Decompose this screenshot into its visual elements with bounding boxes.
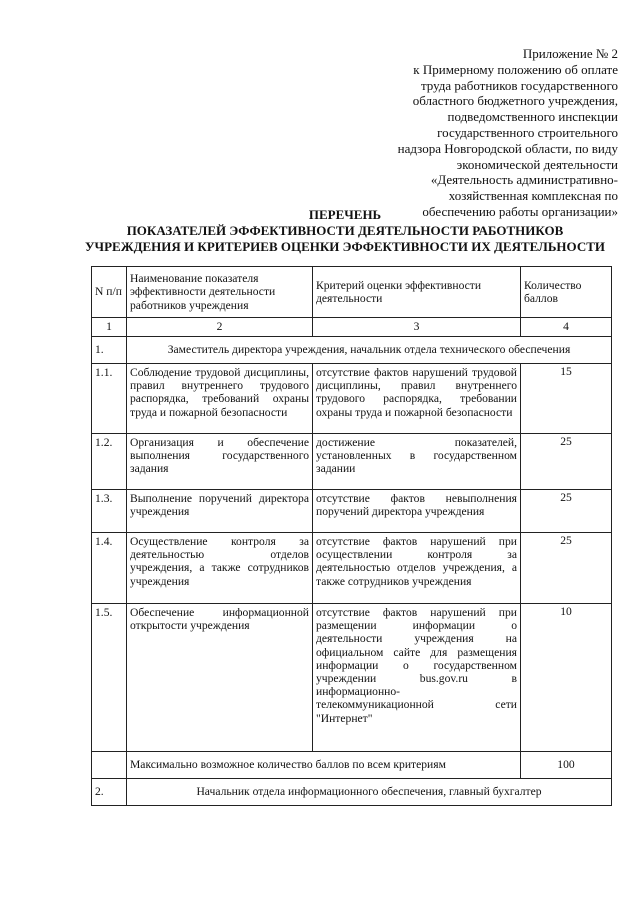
appendix-line: Приложение № 2 xyxy=(522,46,618,61)
header-num: N п/п xyxy=(92,267,127,318)
row-num: 1.2. xyxy=(92,434,127,490)
appendix-line: подведомственного инспекции xyxy=(447,109,618,125)
row-indicator: Выполнение поручений директора учреждения xyxy=(127,490,313,533)
heading-line: УЧРЕЖДЕНИЯ И КРИТЕРИЕВ ОЦЕНКИ ЭФФЕКТИВНОСТИ ИХ ДЕЯТЕЛЬНОСТИ xyxy=(85,239,605,254)
row-num: 1.1. xyxy=(92,364,127,434)
section-title: Начальник отдела информационного обеспечения, главный бухгалтер xyxy=(127,779,612,806)
appendix-line: «Деятельность административно- xyxy=(430,172,618,188)
table-row xyxy=(92,364,612,434)
table-header-row xyxy=(92,267,612,318)
appendix-line: хозяйственная комплексная по xyxy=(448,188,618,204)
appendix-line: экономической деятельности xyxy=(456,156,618,172)
document-heading xyxy=(70,207,620,255)
row-indicator: Организация и обеспечение выполнения государственного задания xyxy=(127,434,313,490)
section-num: 2. xyxy=(92,779,127,806)
section-title: Заместитель директора учреждения, начальник отдела технического обеспечения xyxy=(127,337,612,364)
appendix-note xyxy=(298,46,618,220)
appendix-line: надзора Новгородской области, по виду xyxy=(397,140,618,156)
heading-line: ПЕРЕЧЕНЬ xyxy=(308,207,382,222)
section-row xyxy=(92,779,612,806)
table-row xyxy=(92,604,612,752)
row-criterion: отсутствие фактов нарушений при осуществлении контроля за деятельностью отделов учреждения, а также сотрудников учреждения xyxy=(313,533,521,604)
row-points: 15 xyxy=(521,364,612,434)
index-cell: 4 xyxy=(521,318,612,337)
row-num: 1.3. xyxy=(92,490,127,533)
section-num: 1. xyxy=(92,337,127,364)
row-points: 10 xyxy=(521,604,612,752)
max-points-row xyxy=(92,752,612,779)
row-indicator: Соблюдение трудовой дисциплины, правил внутреннего трудового распорядка, требований охраны труда и пожарной безопасности xyxy=(127,364,313,434)
appendix-line: государственного строительного xyxy=(437,124,618,140)
row-criterion: отсутствие фактов нарушений при размещении информации о деятельности учреждения на официальном сайте для размещения информации о государственном учреждении bus.gov.ru в информационно-телекоммуникационной сети "Интернет" xyxy=(313,604,521,752)
appendix-line: областного бюджетного учреждения, xyxy=(412,93,618,109)
appendix-line: труда работников государственного xyxy=(420,77,618,93)
row-criterion: отсутствие фактов невыполнения поручений директора учреждения xyxy=(313,490,521,533)
max-empty-cell xyxy=(92,752,127,779)
index-cell: 3 xyxy=(313,318,521,337)
row-points: 25 xyxy=(521,490,612,533)
header-criterion: Критерий оценки эффективности деятельности xyxy=(313,267,521,318)
index-cell: 2 xyxy=(127,318,313,337)
max-points-value: 100 xyxy=(521,752,612,779)
row-points: 25 xyxy=(521,533,612,604)
table-row xyxy=(92,434,612,490)
heading-line: ПОКАЗАТЕЛЕЙ ЭФФЕКТИВНОСТИ ДЕЯТЕЛЬНОСТИ РАБОТНИКОВ xyxy=(126,223,564,238)
table-row xyxy=(92,490,612,533)
appendix-line: обеспечению работы организации» xyxy=(422,203,618,219)
row-criterion: достижение показателей, установленных в государственном задании xyxy=(313,434,521,490)
table-row xyxy=(92,533,612,604)
appendix-line: к Примерному положению об оплате xyxy=(413,61,618,77)
row-points: 25 xyxy=(521,434,612,490)
index-cell: 1 xyxy=(92,318,127,337)
indicators-table xyxy=(91,266,612,806)
row-indicator: Осуществление контроля за деятельностью отделов учреждения, а также сотрудников учреждения xyxy=(127,533,313,604)
row-num: 1.5. xyxy=(92,604,127,752)
header-indicator: Наименование показателя эффективности деятельности работников учреждения xyxy=(127,267,313,318)
row-indicator: Обеспечение информационной открытости учреждения xyxy=(127,604,313,752)
header-points: Количество баллов xyxy=(521,267,612,318)
row-num: 1.4. xyxy=(92,533,127,604)
section-row xyxy=(92,337,612,364)
row-criterion: отсутствие фактов нарушений трудовой дисциплины, правил внутреннего трудового распорядка, требовании охраны труда и пожарной безопасности xyxy=(313,364,521,434)
max-points-label: Максимально возможное количество баллов по всем критериям xyxy=(127,752,521,779)
table-index-row xyxy=(92,318,612,337)
